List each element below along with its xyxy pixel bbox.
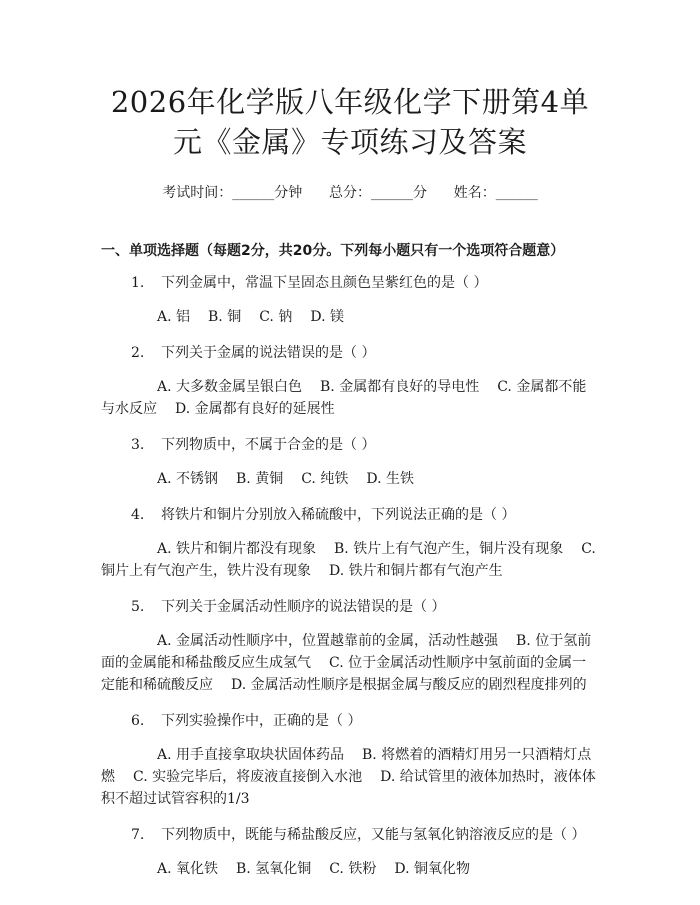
question-number: 1. (131, 275, 145, 291)
option-b: B. 金属都有良好的导电性 (320, 379, 480, 395)
option-d: D. 镁 (310, 309, 344, 325)
question-number: 3. (131, 437, 145, 453)
option-d: D. 金属活动性顺序是根据金属与酸反应的剧烈程度排列的 (231, 677, 587, 693)
question-stem: 下列金属中，常温下呈固态且颜色呈紫红色的是（ ） (161, 275, 488, 291)
question-stem: 下列实验操作中，正确的是（ ） (161, 713, 362, 729)
option-c: C. 纯铁 (301, 471, 349, 487)
question-number: 2. (131, 345, 145, 361)
exam-info-line (101, 182, 599, 202)
question-item (101, 342, 599, 420)
question-number: 6. (131, 713, 145, 729)
student-name-field: 姓名：______ (453, 185, 538, 201)
exam-time-field: 考试时间：______分钟 (162, 185, 303, 201)
question-stem: 下列物质中，不属于合金的是（ ） (161, 437, 376, 453)
option-d: D. 铁片和铜片都有气泡产生 (329, 563, 503, 579)
document-title: 2026年化学版八年级化学下册第4单元《金属》专项练习及答案 (110, 85, 590, 159)
question-number: 7. (131, 827, 145, 843)
question-stem: 下列物质中，既能与稀盐酸反应，又能与氢氧化钠溶液反应的是（ ） (161, 827, 586, 843)
question-item (101, 710, 599, 810)
option-d: D. 铜氧化物 (394, 861, 470, 877)
question-number: 4. (131, 507, 145, 523)
question-stem: 下列关于金属活动性顺序的说法错误的是（ ） (161, 599, 446, 615)
option-a: A. 不锈钢 (157, 471, 219, 487)
option-a: A. 大多数金属呈银白色 (157, 379, 303, 395)
option-a: A. 金属活动性顺序中，位置越靠前的金属，活动性越强 (157, 633, 499, 649)
option-b: B. 氢氧化铜 (236, 861, 312, 877)
question-item (101, 272, 599, 328)
question-item (101, 596, 599, 696)
question-options (101, 744, 599, 810)
option-d: D. 给试管里的液体加热时，液体体积不超过试管容积的1/3 (101, 769, 596, 807)
question-options (101, 468, 599, 490)
option-b: B. 位于氢前面的金属能和稀盐酸反应生成氢气 (101, 633, 592, 671)
option-c: C. 位于金属活动性顺序中氢前面的金属一定能和稀硫酸反应 (101, 655, 587, 693)
option-c: C. 实验完毕后，将废液直接倒入水池 (133, 769, 363, 785)
question-item (101, 824, 599, 880)
option-c: C. 钠 (259, 309, 293, 325)
option-b: B. 黄铜 (236, 471, 284, 487)
total-score-field: 总分：______分 (329, 185, 427, 201)
option-c: C. 金属都不能与水反应 (101, 379, 587, 417)
option-d: D. 金属都有良好的延展性 (175, 401, 335, 417)
option-a: A. 铝 (157, 309, 191, 325)
question-item (101, 504, 599, 582)
question-options (101, 306, 599, 328)
question-options (101, 376, 599, 420)
question-options (101, 538, 599, 582)
question-stem: 将铁片和铜片分别放入稀硫酸中，下列说法正确的是（ ） (161, 507, 516, 523)
option-a: A. 氧化铁 (157, 861, 219, 877)
question-stem: 下列关于金属的说法错误的是（ ） (161, 345, 376, 361)
section-heading: 一、单项选择题（每题2分，共20分。下列每小题只有一个选项符合题意） (101, 243, 565, 259)
option-b: B. 铜 (208, 309, 242, 325)
question-number: 5. (131, 599, 145, 615)
question-options (101, 630, 599, 696)
option-c: C. 铁粉 (329, 861, 377, 877)
option-c: C. 铜片上有气泡产生，铁片没有现象 (101, 541, 596, 579)
option-b: B. 铁片上有气泡产生，铜片没有现象 (334, 541, 564, 557)
option-b: B. 将燃着的酒精灯用另一只酒精灯点燃 (101, 747, 592, 785)
option-d: D. 生铁 (366, 471, 414, 487)
question-options (101, 858, 599, 880)
question-item (101, 434, 599, 490)
option-a: A. 用手直接拿取块状固体药品 (157, 747, 345, 763)
option-a: A. 铁片和铜片都没有现象 (157, 541, 317, 557)
